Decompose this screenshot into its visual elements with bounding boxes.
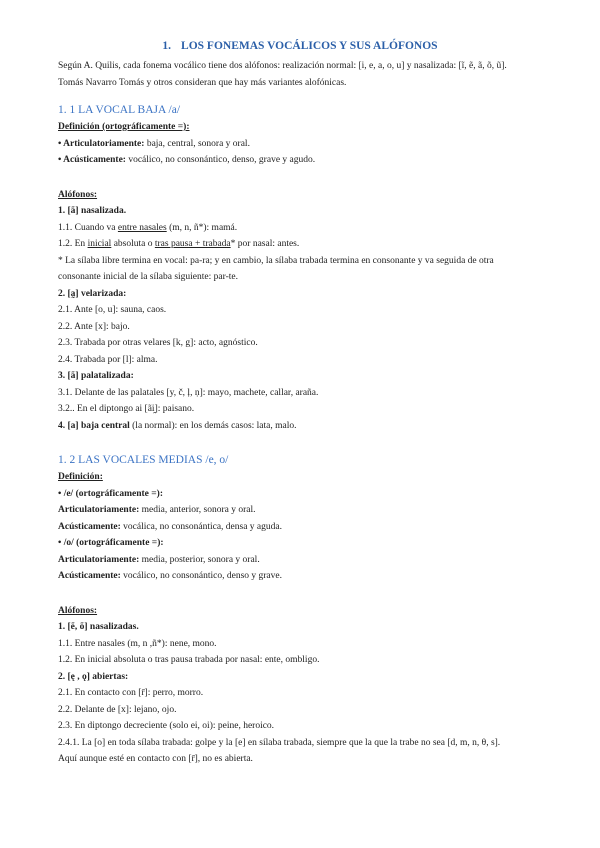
group-1-title-eo: 1. [ẽ, õ] nasalizadas. <box>58 622 139 632</box>
title-number: 1. <box>162 40 172 52</box>
allophones-title-eo: Alófonos: <box>58 605 98 616</box>
definition-title-eo: Definición: <box>58 472 103 482</box>
o-acoustic-line: Acústicamente: vocálico, no consonántico, denso y grave. <box>58 571 282 581</box>
line-1-2-a: 1.2. En inicial absoluta o tras pausa + trabada* por nasal: antes. <box>58 239 300 249</box>
document-title <box>58 40 542 52</box>
articulation-line-a: • Articulatoriamente: baja, central, sonora y oral. <box>58 138 250 149</box>
definition-title-a: Definición (ortográficamente =): <box>58 122 190 132</box>
o-title: • /o/ (ortográficamente =): <box>58 538 164 548</box>
footnote-line-2: consonante inicial de la sílaba siguiente: par-te. <box>58 272 238 282</box>
title-text: LOS FONEMAS VOCÁLICOS Y SUS ALÓFONOS <box>181 40 438 52</box>
line-2-1-eo: 2.1. En contacto con [r̄]: perro, morro. <box>58 688 204 698</box>
line-2-2-a: 2.2. Ante [x]: bajo. <box>58 321 130 332</box>
line-1-1-a: 1.1. Cuando va entre nasales (m, n, ñ*): mamá. <box>58 222 238 233</box>
allophones-title-a: Alófonos: <box>58 189 98 200</box>
line-2-4-1-eo: 2.4.1. La [o] en toda sílaba trabada: golpe y la [e] en sílaba trabada, siempre que la que la trabe no sea [d, m, n, θ, s]. <box>58 737 501 748</box>
e-acoustic-line: Acústicamente: vocálica, no consonántica, densa y aguda. <box>58 521 282 532</box>
line-1-1-eo: 1.1. Entre nasales (m, n ,ñ*): nene, mono. <box>58 638 217 649</box>
line-3-2-a: 3.2.. En el diptongo ai [ãi̯]: paisano. <box>58 404 195 414</box>
line-2-4-1-continuation: Aquí aunque esté en contacto con [r̄], no es abierta. <box>58 754 253 764</box>
line-2-2-eo: 2.2. Delante de [x]: lejano, ojo. <box>58 704 177 715</box>
acoustic-line-a: • Acústicamente: vocálico, no consonántico, denso, grave y agudo. <box>58 155 316 165</box>
section-heading-a: 1. 1 LA VOCAL BAJA /a/ <box>58 104 181 116</box>
e-title: • /e/ (ortográficamente =): <box>58 488 164 499</box>
line-2-3-eo: 2.3. En diptongo decreciente (solo ei, oi): peine, heroico. <box>58 721 275 731</box>
group-1-title-a: 1. [ã] nasalizada. <box>58 206 127 216</box>
line-1-2-eo: 1.2. En inicial absoluta o tras pausa trabada por nasal: ente, ombligo. <box>58 655 320 665</box>
line-2-4-a: 2.4. Trabada por [l]: alma. <box>58 354 158 365</box>
e-articulation-line: Articulatoriamente: media, anterior, sonora y oral. <box>58 505 256 515</box>
group-2-title-a: 2. [a̰] velarizada: <box>58 288 127 299</box>
line-2-1-a: 2.1. Ante [o, u]: sauna, caos. <box>58 305 167 315</box>
group-4-line-a: 4. [a] baja central (la normal): en los demás casos: lata, malo. <box>58 420 297 431</box>
group-2-title-eo: 2. [ę , ǫ] abiertas: <box>58 671 129 682</box>
group-3-title-a: 3. [ã] palatalizada: <box>58 371 134 381</box>
line-3-1-a: 3.1. Delante de las palatales [y, č, ļ, ṇ]: mayo, machete, callar, araña. <box>58 387 319 398</box>
section-heading-eo: 1. 2 LAS VOCALES MEDIAS /e, o/ <box>58 454 229 466</box>
intro-line-2: Tomás Navarro Tomás y otros consideran que hay más variantes alofónicas. <box>58 77 347 88</box>
line-2-3-a: 2.3. Trabada por otras velares [k, g]: acto, agnóstico. <box>58 338 258 348</box>
o-articulation-line: Articulatoriamente: media, posterior, sonora y oral. <box>58 554 260 565</box>
intro-line-1: Según A. Quilis, cada fonema vocálico tiene dos alófonos: realización normal: [i, e, a, o, u] y nasalizada: [ĩ, ẽ, ã, õ, ũ]. <box>58 61 507 71</box>
footnote-line-1: * La sílaba libre termina en vocal: pa-ra; y en cambio, la sílaba trabada termina en consonante y va seguida de otra <box>58 255 494 266</box>
